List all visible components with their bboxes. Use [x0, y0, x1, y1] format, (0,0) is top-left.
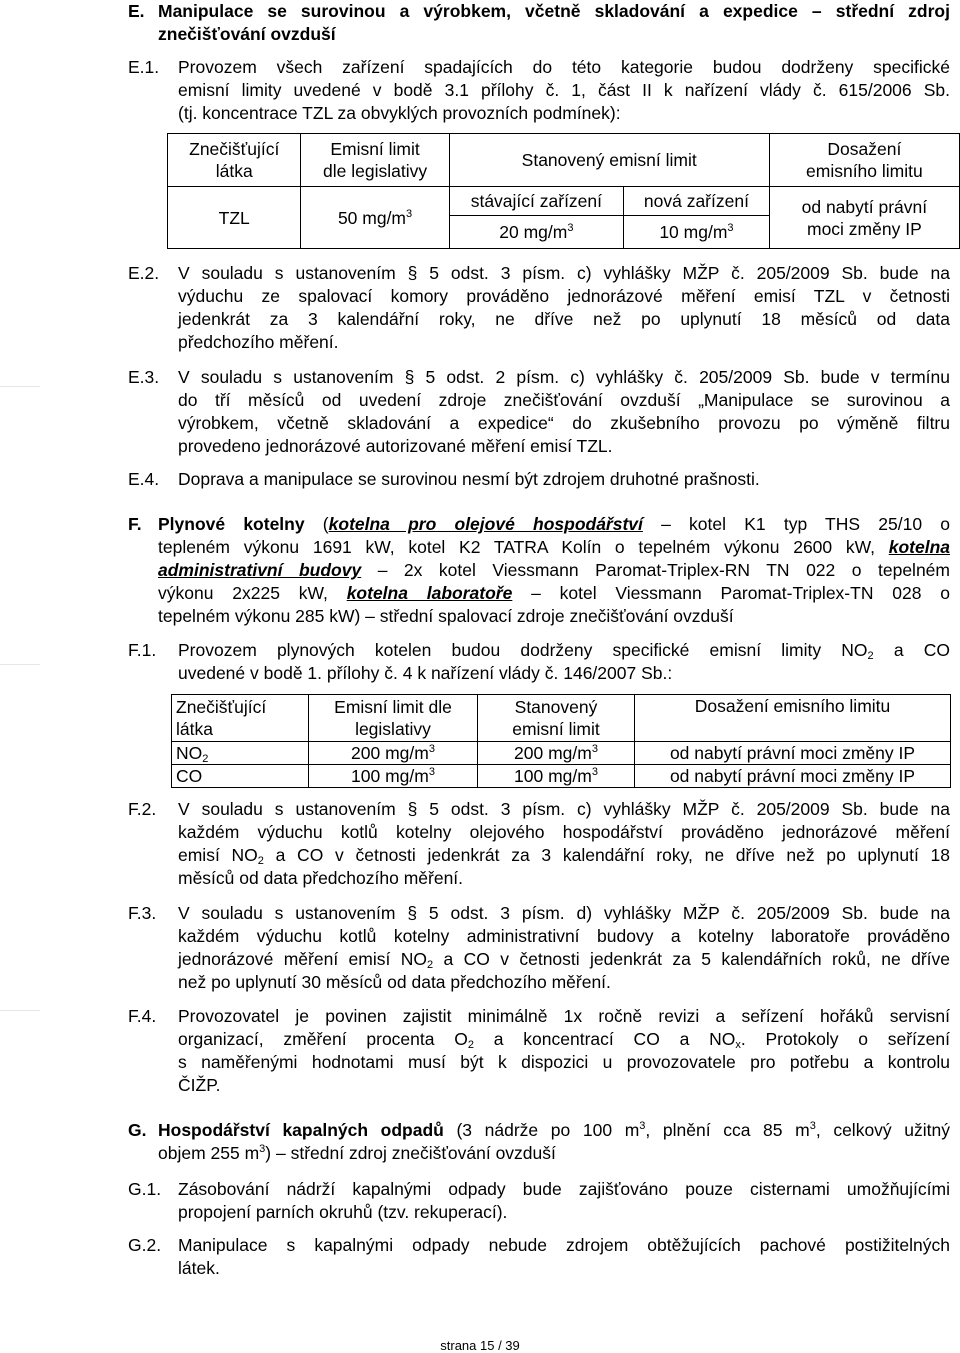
text-line: každém výduchu kotlů kotelny administrativní budovy a kotelny laboratoře prováděno	[178, 926, 950, 946]
text-line: výkonu 2x225 kW, kotelna laboratoře – kotel Viessmann Paromat-Triplex-TN 028 o	[158, 583, 950, 603]
cell-achievement: od nabytí právní moci změny IP	[635, 742, 951, 765]
text-line: provedeno jednorázové autorizované měření emisí TZL.	[178, 436, 613, 456]
cell-existing: 20 $mg/m^3$	[449, 216, 623, 249]
text-line: tepleném výkonu 1691 kW, kotel K2 TATRA Kolín o tepelném výkonu 2600 kW, kotelna	[158, 537, 950, 557]
paragraph-number: F.3.	[128, 903, 157, 923]
cell-legal-limit: 100 $mg/m^3$	[309, 765, 478, 788]
text-line: propojení parních okruhů (tzv. rekuperací).	[178, 1202, 508, 1222]
cell-legal-limit: 50 $mg/m^3$	[301, 187, 449, 249]
text-line: ČIŽP.	[178, 1075, 221, 1095]
cell-set-limit: 200 $mg/m^3$	[478, 742, 635, 765]
section-number: G.	[128, 1120, 147, 1140]
header-achievement: Dosažení emisního limitu	[635, 695, 951, 742]
paragraph-number: F.4.	[128, 1006, 157, 1026]
text-line: každém výduchu kotlů kotelny olejového hospodářství prováděno jednorázové měření	[178, 822, 950, 842]
paragraph-number: E.4.	[128, 469, 160, 489]
cell-pollutant: CO	[172, 765, 309, 788]
heading-line: Manipulace se surovinou a výrobkem, včetně skladování a expedice – střední zdroj	[158, 1, 950, 21]
text-line: látek.	[178, 1258, 220, 1278]
header-legal-limit: Emisní limit dle legislativy	[301, 134, 449, 187]
margin-mark	[0, 1010, 40, 1011]
emission-limits-table-tzl	[167, 133, 960, 249]
text-line: měsíců od data předchozího měření.	[178, 868, 464, 888]
table-row	[172, 742, 951, 765]
paragraph-number: F.2.	[128, 799, 157, 819]
text-line: do tří měsíců od uvedení zdroje znečišťování ovzduší „Manipulace se surovinou a	[178, 390, 950, 410]
margin-mark	[0, 664, 40, 665]
text-line: V souladu s ustanovením § 5 odst. 3 písm. c) vyhlášky MŽP č. 205/2009 Sb. bude na	[178, 799, 950, 819]
paragraph-number: G.2.	[128, 1235, 162, 1255]
text-line: Hospodářství kapalných odpadů (3 nádrže po 100 $m^3$, plnění cca 85 $m^3$, celkový užitný	[158, 1120, 951, 1140]
cell-legal-limit: 200 $mg/m^3$	[309, 742, 478, 765]
header-legal-limit: Emisní limit dle legislativy	[309, 695, 478, 742]
paragraph-number: F.1.	[128, 640, 157, 660]
section-number: E.	[128, 1, 145, 21]
text-line: jednorázové měření emisí $NO_2$ a CO v četnosti jedenkrát za 5 kalendářních roků, ne dříve	[178, 949, 950, 971]
section-number: F.	[128, 514, 142, 534]
text-line: s naměřenými hodnotami musí být k dispozici u provozovatele pro potřebu a kontrolu	[178, 1052, 950, 1072]
text-line: Plynové kotelny (kotelna pro olejové hospodářství – kotel K1 typ THS 25/10 o	[158, 514, 950, 534]
text-line: předchozího měření.	[178, 332, 339, 352]
text-line: emisí $NO_2$ a CO v četnosti jedenkrát za 3 kalendářní roky, ne dříve než po uplynutí 18	[178, 845, 950, 867]
text-line: administrativní budovy – 2x kotel Viessmann Paromat-Triplex-RN TN 022 o tepelném	[158, 560, 950, 580]
text-line: jedenkrát za 3 kalendářní roky, ne dříve než po uplynutí 18 měsíců od data	[178, 309, 950, 329]
table-row	[172, 765, 951, 788]
text-line: Provozovatel je povinen zajistit minimálně 1x ročně revizi a seřízení hořáků servisní	[178, 1006, 950, 1026]
text-line: Provozem plynových kotelen budou dodrženy specifické emisní limity $NO_2$ a CO	[178, 640, 950, 662]
cell-achievement: od nabytí právní moci změny IP	[635, 765, 951, 788]
margin-mark	[0, 386, 40, 387]
emission-limits-table-boilers	[171, 694, 951, 788]
header-achievement: Dosažení emisního limitu	[769, 134, 959, 187]
paragraph-number: E.3.	[128, 367, 160, 387]
text-line: organizací, změření procenta $O_2$ a koncentrací CO a $NO_x$. Protokoly o seřízení	[178, 1029, 950, 1051]
text-line: Manipulace s kapalnými odpady nebude zdrojem obtěžujících pachové postižitelných	[178, 1235, 950, 1255]
header-new: nová zařízení	[624, 187, 770, 216]
text-line: emisní limity uvedené v bodě 3.1 přílohy č. 1, část II k nařízení vlády č. 615/2006 Sb.	[178, 80, 950, 100]
text-line: (tj. koncentrace TZL za obvyklých provozních podmínek):	[178, 103, 621, 123]
heading-line: znečišťování ovzduší	[158, 24, 336, 44]
header-pollutant: Znečišťující látka	[172, 695, 309, 742]
text-line: uvedené v bodě 1. přílohy č. 4 k nařízení vlády č. 146/2007 Sb.:	[178, 663, 673, 683]
text-line: Provozem všech zařízení spadajících do této kategorie budou dodrženy specifické	[178, 57, 950, 77]
header-existing: stávající zařízení	[449, 187, 623, 216]
header-pollutant: Znečišťující látka	[168, 134, 301, 187]
header-set-limit: Stanovený emisní limit	[449, 134, 769, 187]
paragraph-number: E.1.	[128, 57, 160, 77]
text-line: objem 255 $m^3$) – střední zdroj znečišťování ovzduší	[158, 1143, 556, 1163]
cell-pollutant: TZL	[168, 187, 301, 249]
cell-pollutant: $NO_2$	[172, 742, 309, 765]
text-line: V souladu s ustanovením § 5 odst. 2 písm. c) vyhlášky č. 205/2009 Sb. bude v termínu	[178, 367, 950, 387]
cell-new: 10 $mg/m^3$	[624, 216, 770, 249]
text-line: Zásobování nádrží kapalnými odpady bude zajišťováno pouze cisternami umožňujícími	[178, 1179, 950, 1199]
header-set-limit: Stanovený emisní limit	[478, 695, 635, 742]
text-line: tepelném výkonu 285 kW) – střední spalovací zdroje znečišťování ovzduší	[158, 606, 734, 626]
cell-achievement: od nabytí právní moci změny IP	[769, 187, 959, 249]
cell-set-limit: 100 $mg/m^3$	[478, 765, 635, 788]
text-line: než po uplynutí 30 měsíců od data předchozího měření.	[178, 972, 611, 992]
text-line: výduchu ze spalovací komory prováděno jednorázové měření emisí TZL v četnosti	[178, 286, 950, 306]
text-line: V souladu s ustanovením § 5 odst. 3 písm. d) vyhlášky MŽP č. 205/2009 Sb. bude na	[178, 903, 950, 923]
paragraph-number: E.2.	[128, 263, 160, 283]
page-footer: strana 15 / 39	[440, 1338, 520, 1353]
paragraph-number: G.1.	[128, 1179, 162, 1199]
text-line: V souladu s ustanovením § 5 odst. 3 písm. c) vyhlášky MŽP č. 205/2009 Sb. bude na	[178, 263, 950, 283]
text-line: Doprava a manipulace se surovinou nesmí být zdrojem druhotné prašnosti.	[178, 469, 760, 489]
text-line: výrobkem, včetně skladování a expedice“ do zkušebního provozu po výměně filtru	[178, 413, 950, 433]
